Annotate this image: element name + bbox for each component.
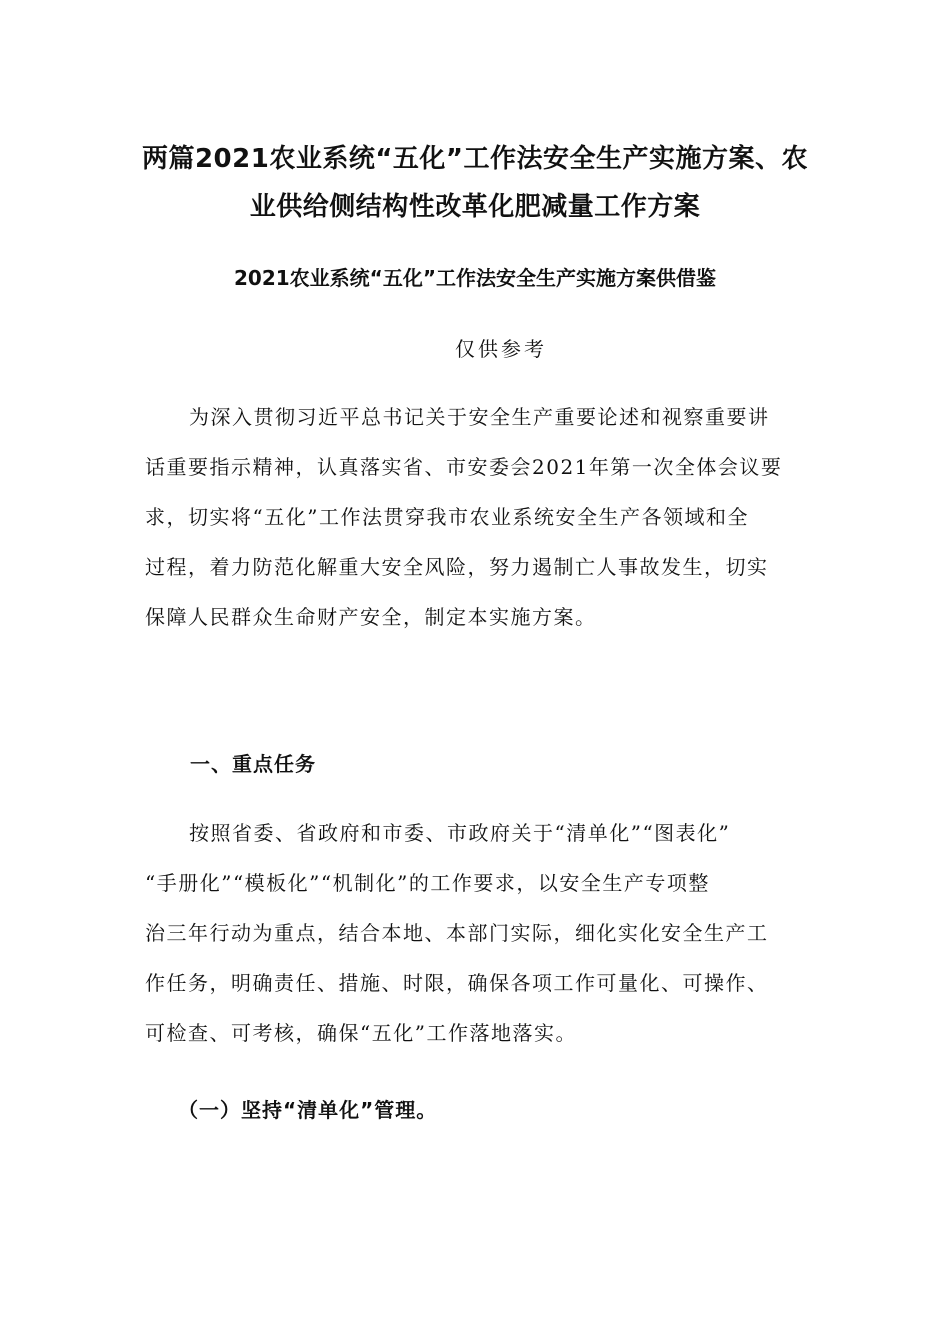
intro-line-4: 过程，着力防范化解重大安全风险，努力遏制亡人事故发生，切实: [145, 555, 769, 579]
tasks-line-3: 治三年行动为重点，结合本地、本部门实际，细化实化安全生产工: [145, 921, 769, 945]
tasks-line-1: 按照省委、省政府和市委、市政府关于“清单化”“图表化”: [189, 821, 731, 845]
document-title-line-2: 业供给侧结构性改革化肥减量工作方案: [249, 192, 701, 222]
intro-line-1: 为深入贯彻习近平总书记关于安全生产重要论述和视察重要讲: [189, 405, 770, 429]
intro-line-3: 求，切实将“五化”工作法贯穿我市农业系统安全生产各领域和全: [145, 505, 749, 529]
intro-line-5: 保障人民群众生命财产安全，制定本实施方案。: [145, 605, 597, 629]
tasks-line-2: “手册化”“模板化”“机制化”的工作要求，以安全生产专项整: [145, 871, 710, 895]
tasks-line-5: 可检查、可考核，确保“五化”工作落地落实。: [145, 1021, 577, 1045]
intro-line-2: 话重要指示精神，认真落实省、市安委会2021年第一次全体会议要: [145, 455, 783, 479]
intro-paragraph: [145, 392, 810, 642]
reference-note: 仅供参考: [455, 337, 547, 361]
document-subtitle: 2021农业系统“五化”工作法安全生产实施方案供借鉴: [234, 266, 716, 290]
document-title-line-1: 两篇2021农业系统“五化”工作法安全生产实施方案、农: [141, 144, 809, 174]
subsection-heading: （一）坚持“清单化”管理。: [178, 1098, 438, 1122]
tasks-line-4: 作任务，明确责任、措施、时限，确保各项工作可量化、可操作、: [145, 971, 769, 995]
tasks-paragraph: [145, 808, 810, 1058]
section-heading: 一、重点任务: [190, 752, 316, 776]
